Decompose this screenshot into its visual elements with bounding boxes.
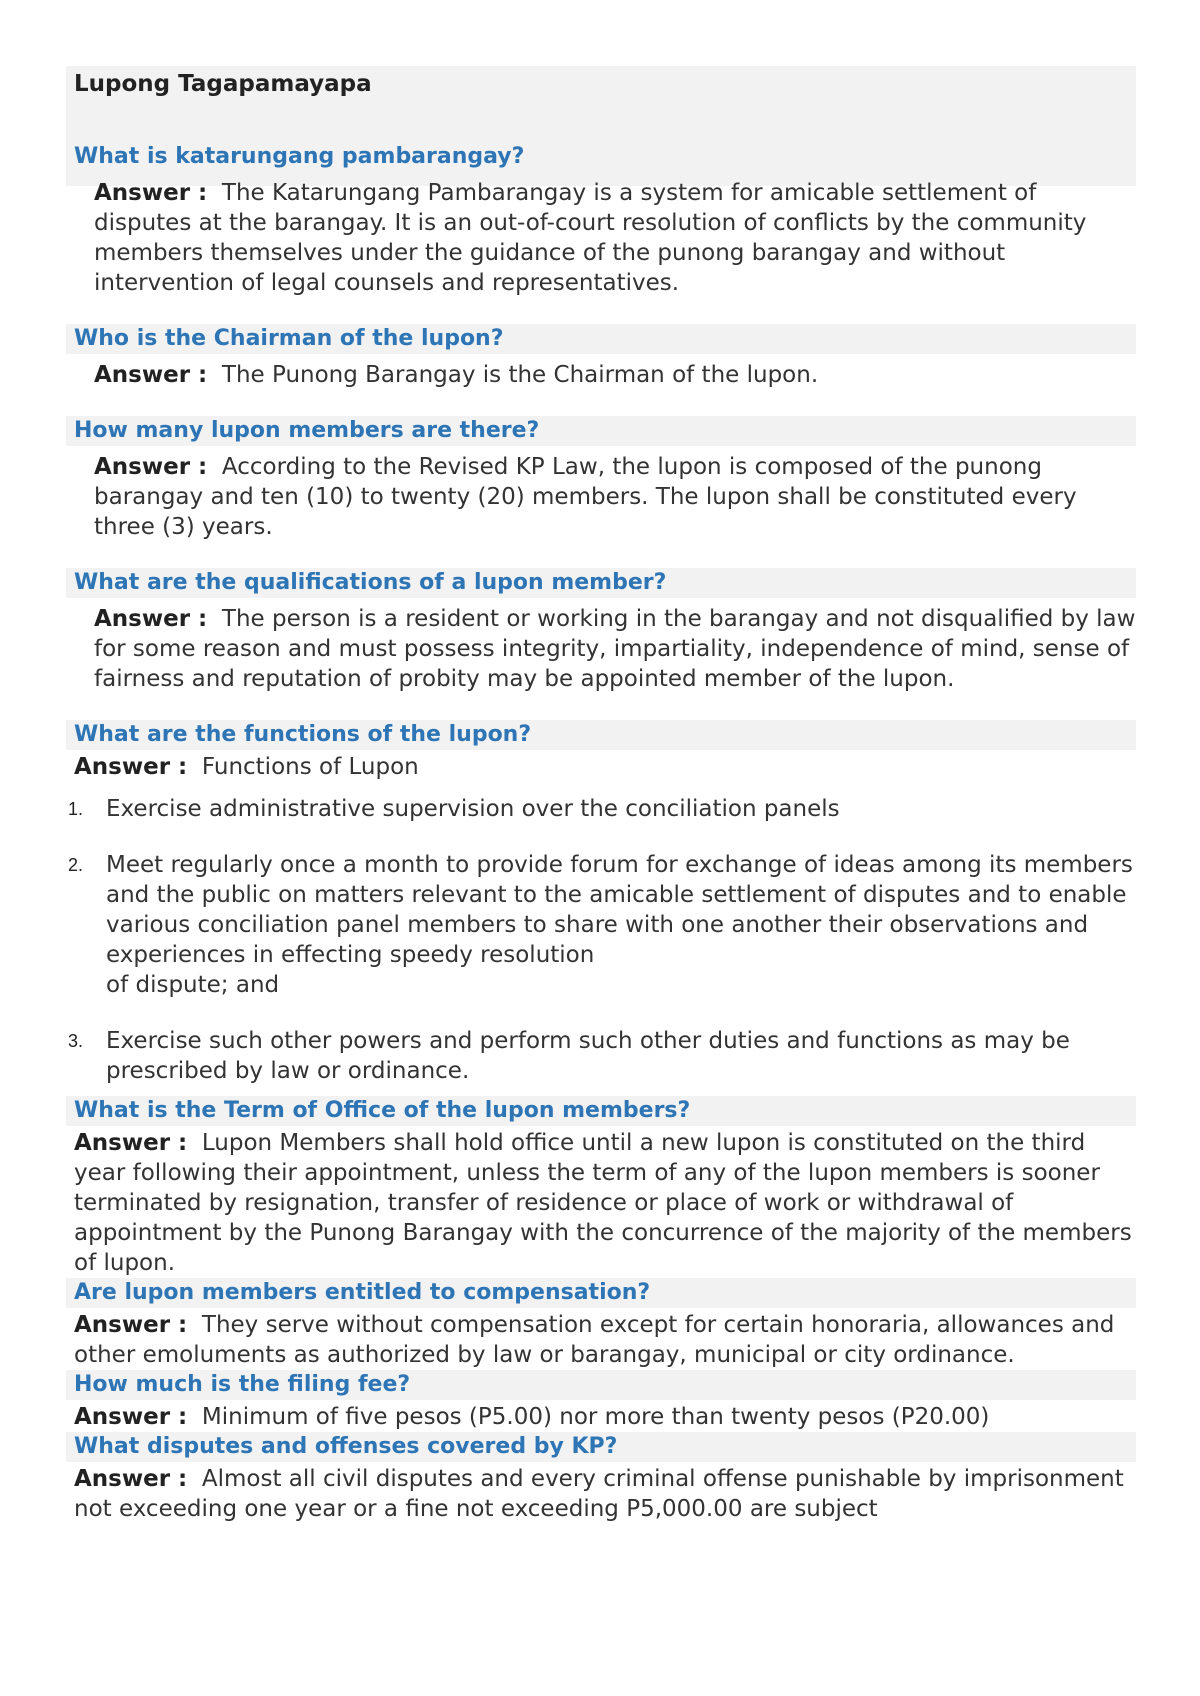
answer-text: Minimum of five pesos (P5.00) nor more than twenty pesos (P20.00) (201, 1404, 990, 1430)
answer-paragraph (66, 1308, 1136, 1370)
list-text-wrap (106, 850, 1136, 1000)
answer-text: The person is a resident or working in the barangay and not disqualified by law for some reason and must possess integrity, impartiality, independence of mind, sense of fairness and reputation of probity may be appointed member of the lupon. (94, 606, 1136, 692)
answer-paragraph (66, 1126, 1136, 1278)
answer-text: They serve without compensation except for certain honoraria, allowances and other emoluments as authorized by law or barangay, municipal or city ordinance. (74, 1312, 1115, 1368)
answer-label: Answer : (74, 1466, 188, 1492)
answer-paragraph (66, 598, 1136, 694)
list-item (66, 1026, 1136, 1086)
answer-label: Answer : (74, 754, 188, 780)
answer-label: Answer : (74, 1312, 188, 1338)
question-heading: What is the Term of Office of the lupon members? (66, 1096, 1136, 1126)
question-heading: Are lupon members entitled to compensation? (66, 1278, 1136, 1308)
list-text-continued: of dispute; and (106, 972, 280, 998)
question-heading: What is katarungang pambarangay? (66, 142, 1136, 172)
answer-text: Almost all civil disputes and every criminal offense punishable by imprisonment not exceeding one year or a fine not exceeding P5,000.00 are subject (74, 1466, 1124, 1522)
question-heading: Who is the Chairman of the lupon? (66, 324, 1136, 354)
answer-text: Lupon Members shall hold office until a new lupon is constituted on the third year following their appointment, unless the term of any of the lupon members is sooner terminated by resignation, transfer of residence or place of work or withdrawal of appointment by the Punong Barangay with the concurrence of the majority of the members of lupon. (74, 1130, 1132, 1276)
answer-label: Answer : (74, 1130, 188, 1156)
question-heading: What are the functions of the lupon? (66, 720, 1136, 750)
answer-label: Answer : (94, 454, 208, 480)
list-number: 1. (68, 799, 84, 819)
page-title: Lupong Tagapamayapa (74, 71, 372, 97)
list-text: Exercise such other powers and perform such other duties and functions as may be prescribed by law or ordinance. (106, 1028, 1070, 1084)
answer-label: Answer : (94, 362, 208, 388)
answer-paragraph (66, 172, 1136, 298)
list-number: 3. (68, 1031, 84, 1051)
list-text: Exercise administrative supervision over the conciliation panels (106, 796, 840, 822)
answer-paragraph (66, 1400, 1136, 1432)
question-heading: How many lupon members are there? (66, 416, 1136, 446)
answer-text: The Punong Barangay is the Chairman of the lupon. (221, 362, 819, 388)
answer-paragraph (66, 750, 1136, 782)
document-page (66, 66, 1136, 1524)
functions-list (66, 794, 1136, 1086)
list-number: 2. (68, 855, 84, 875)
answer-label: Answer : (94, 180, 208, 206)
list-item (66, 850, 1136, 1000)
answer-paragraph (66, 1462, 1136, 1524)
answer-label: Answer : (74, 1404, 188, 1430)
list-item (66, 794, 1136, 824)
answer-paragraph (66, 354, 1136, 390)
answer-text: The Katarungang Pambarangay is a system for amicable settlement of disputes at the barangay. It is an out-of-court resolution of conflicts by the community members themselves under the guidance of the punong barangay and without intervention of legal counsels and representatives. (94, 180, 1087, 296)
question-heading: How much is the filing fee? (66, 1370, 1136, 1400)
answer-paragraph (66, 446, 1136, 542)
question-heading: What disputes and offenses covered by KP? (66, 1432, 1136, 1462)
answer-text: Functions of Lupon (201, 754, 419, 780)
answer-text: According to the Revised KP Law, the lupon is composed of the punong barangay and ten (10) to twenty (20) members. The lupon shall be constituted every three (3) years. (94, 454, 1077, 540)
question-heading: What are the qualifications of a lupon member? (66, 568, 1136, 598)
list-text: Meet regularly once a month to provide forum for exchange of ideas among its members and the public on matters relevant to the amicable settlement of disputes and to enable various conciliation panel members to share with one another their observations and experiences in effecting speedy resolution (106, 852, 1133, 968)
answer-label: Answer : (94, 606, 208, 632)
